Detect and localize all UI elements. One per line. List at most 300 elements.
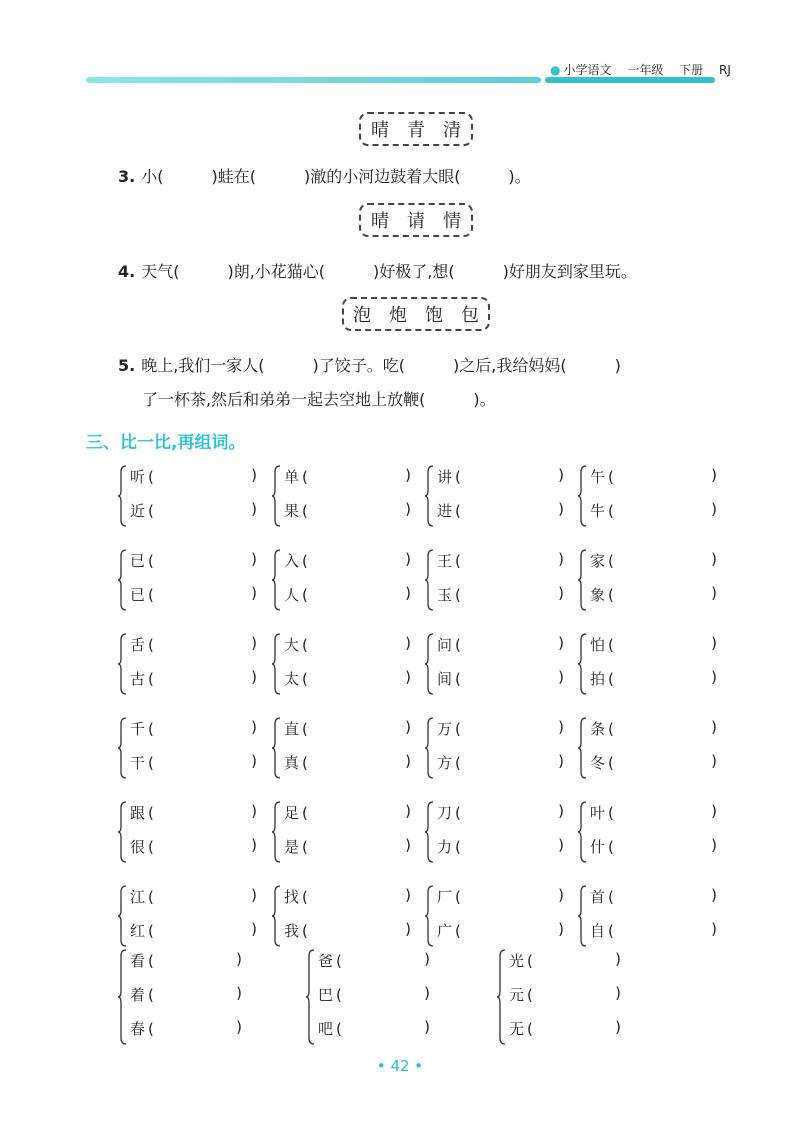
word-row (130, 920, 265, 941)
answer-blank-close: ) (251, 634, 257, 652)
answer-blank-open[interactable]: ( (302, 804, 308, 822)
compare-char: 果 (284, 502, 300, 520)
word-row (130, 752, 265, 773)
answer-blank-open[interactable]: ( (302, 720, 308, 738)
answer-blank-close: ) (236, 950, 242, 968)
word-options-box (359, 112, 473, 146)
brace-icon (578, 884, 588, 948)
word-row (437, 634, 572, 655)
answer-blank-open[interactable]: ( (608, 888, 614, 906)
compare-char: 入 (284, 552, 300, 570)
brace-icon (118, 884, 128, 948)
compare-char: 太 (284, 670, 300, 688)
brace-icon (425, 548, 435, 612)
answer-blank-open[interactable]: ( (148, 986, 154, 1004)
question-number: 5. (118, 356, 136, 375)
answer-blank-close: ) (424, 984, 430, 1002)
compare-char: 足 (284, 804, 300, 822)
option-char: 情 (443, 211, 461, 232)
compare-pair (118, 884, 268, 952)
word-row (130, 836, 265, 857)
word-row (509, 950, 629, 971)
answer-blank-open[interactable]: ( (336, 986, 342, 1004)
word-row (284, 584, 419, 605)
answer-blank-close: ) (405, 500, 411, 518)
brace-icon (497, 948, 507, 1046)
answer-blank-open[interactable]: ( (148, 804, 154, 822)
brace-icon (272, 716, 282, 780)
brace-icon (118, 632, 128, 696)
page-number: • 42 • (376, 1057, 424, 1075)
answer-blank-open[interactable]: ( (336, 1020, 342, 1038)
word-row (284, 920, 419, 941)
option-char: 炮 (389, 305, 407, 326)
answer-blank-close: ) (251, 584, 257, 602)
answer-blank-close: ) (405, 802, 411, 820)
answer-blank-close: ) (711, 634, 717, 652)
answer-blank-open[interactable]: ( (527, 952, 533, 970)
section-title: 三、比一比,再组词。 (86, 433, 246, 453)
word-row (284, 752, 419, 773)
answer-blank-open[interactable]: ( (608, 552, 614, 570)
compare-char: 家 (590, 552, 606, 570)
word-row (509, 1018, 629, 1039)
compare-char: 厂 (437, 888, 453, 906)
answer-blank-open[interactable]: ( (455, 922, 461, 940)
answer-blank-close: ) (711, 584, 717, 602)
answer-blank-open[interactable]: ( (527, 986, 533, 1004)
question-line (118, 259, 637, 282)
compare-char: 很 (130, 838, 146, 856)
compare-char: 着 (130, 986, 146, 1004)
compare-pair (118, 548, 268, 616)
option-char: 青 (407, 120, 425, 141)
compare-char: 方 (437, 754, 453, 772)
answer-blank-open[interactable]: ( (148, 922, 154, 940)
compare-char: 我 (284, 922, 300, 940)
compare-triple (306, 948, 456, 1048)
answer-blank-close: ) (711, 802, 717, 820)
answer-blank-close: ) (236, 984, 242, 1002)
compare-char: 看 (130, 952, 146, 970)
answer-blank-close: ) (558, 466, 564, 484)
compare-char: 千 (130, 720, 146, 738)
word-row (284, 836, 419, 857)
word-row (437, 668, 572, 689)
compare-pair (578, 716, 728, 784)
compare-char: 力 (437, 838, 453, 856)
answer-blank-close: ) (405, 466, 411, 484)
brace-icon (272, 800, 282, 864)
running-header (550, 61, 731, 78)
answer-blank-close: ) (711, 718, 717, 736)
answer-blank-open[interactable]: ( (608, 804, 614, 822)
word-row (130, 466, 265, 487)
answer-blank-close: ) (615, 984, 621, 1002)
compare-char: 拍 (590, 670, 606, 688)
compare-pair (578, 632, 728, 700)
answer-blank-open[interactable]: ( (302, 888, 308, 906)
compare-pair (118, 800, 268, 868)
answer-blank-open[interactable]: ( (302, 636, 308, 654)
compare-pair (425, 800, 575, 868)
compare-pair (425, 632, 575, 700)
compare-pair (578, 464, 728, 532)
compare-char: 真 (284, 754, 300, 772)
question-line-continued: 了一杯茶,然后和弟弟一起去空地上放鞭( )。 (142, 390, 496, 409)
answer-blank-open[interactable]: ( (608, 922, 614, 940)
answer-blank-open[interactable]: ( (302, 552, 308, 570)
word-row (130, 984, 250, 1005)
word-row (130, 718, 265, 739)
word-row (437, 550, 572, 571)
word-row (284, 718, 419, 739)
option-char: 包 (461, 305, 479, 326)
answer-blank-close: ) (711, 752, 717, 770)
compare-char: 什 (590, 838, 606, 856)
answer-blank-open[interactable]: ( (148, 1020, 154, 1038)
compare-char: 直 (284, 720, 300, 738)
brace-icon (425, 716, 435, 780)
compare-char: 叶 (590, 804, 606, 822)
compare-triple (497, 948, 647, 1048)
compare-char: 讲 (437, 468, 453, 486)
answer-blank-close: ) (405, 886, 411, 904)
word-row (437, 836, 572, 857)
brace-icon (118, 548, 128, 612)
answer-blank-close: ) (711, 466, 717, 484)
compare-char: 大 (284, 636, 300, 654)
word-row (130, 1018, 250, 1039)
word-row (284, 634, 419, 655)
word-options-box (342, 297, 490, 331)
answer-blank-open[interactable]: ( (148, 468, 154, 486)
compare-pair (425, 716, 575, 784)
compare-char: 玉 (437, 586, 453, 604)
option-char: 请 (407, 211, 425, 232)
answer-blank-close: ) (405, 634, 411, 652)
compare-char: 已 (130, 552, 146, 570)
compare-char: 巴 (318, 986, 334, 1004)
answer-blank-open[interactable]: ( (148, 888, 154, 906)
word-row (509, 984, 629, 1005)
word-row (590, 466, 725, 487)
question-text: 天气( )朗,小花猫心( )好极了,想( )好朋友到家里玩。 (141, 262, 637, 281)
compare-pair (425, 464, 575, 532)
compare-char: 人 (284, 586, 300, 604)
answer-blank-open[interactable]: ( (455, 636, 461, 654)
answer-blank-close: ) (558, 718, 564, 736)
compare-char: 已 (130, 586, 146, 604)
answer-blank-close: ) (405, 718, 411, 736)
word-row (130, 886, 265, 907)
compare-char: 广 (437, 922, 453, 940)
word-row (437, 802, 572, 823)
word-row (437, 718, 572, 739)
answer-blank-open[interactable]: ( (302, 670, 308, 688)
compare-pair (425, 884, 575, 952)
option-char: 泡 (353, 305, 371, 326)
brace-icon (272, 884, 282, 948)
compare-char: 怕 (590, 636, 606, 654)
answer-blank-close: ) (558, 500, 564, 518)
compare-char: 是 (284, 838, 300, 856)
word-row (284, 466, 419, 487)
compare-char: 红 (130, 922, 146, 940)
word-row (318, 1018, 438, 1039)
option-char: 饱 (425, 305, 443, 326)
compare-pair (118, 464, 268, 532)
word-row (437, 752, 572, 773)
answer-blank-close: ) (405, 920, 411, 938)
word-row (437, 584, 572, 605)
answer-blank-open[interactable]: ( (148, 636, 154, 654)
compare-pair (272, 548, 422, 616)
word-row (284, 668, 419, 689)
answer-blank-close: ) (558, 886, 564, 904)
answer-blank-open[interactable]: ( (148, 552, 154, 570)
answer-blank-close: ) (711, 836, 717, 854)
brace-icon (425, 464, 435, 528)
brace-icon (118, 464, 128, 528)
compare-char: 吧 (318, 1020, 334, 1038)
answer-blank-close: ) (405, 752, 411, 770)
bullet-icon: ● (550, 63, 561, 77)
word-row (318, 984, 438, 1005)
brace-icon (272, 464, 282, 528)
compare-pair (578, 884, 728, 952)
answer-blank-close: ) (711, 886, 717, 904)
question-number: 4. (118, 262, 136, 281)
word-row (590, 886, 725, 907)
answer-blank-open[interactable]: ( (455, 754, 461, 772)
compare-char: 跟 (130, 804, 146, 822)
compare-char: 找 (284, 888, 300, 906)
answer-blank-open[interactable]: ( (148, 502, 154, 520)
brace-icon (578, 632, 588, 696)
brace-icon (578, 464, 588, 528)
compare-char: 春 (130, 1020, 146, 1038)
compare-char: 自 (590, 922, 606, 940)
compare-char: 爸 (318, 952, 334, 970)
answer-blank-close: ) (424, 950, 430, 968)
answer-blank-close: ) (251, 752, 257, 770)
compare-pair (578, 800, 728, 868)
word-row (590, 584, 725, 605)
compare-pair (118, 632, 268, 700)
compare-pair (118, 716, 268, 784)
word-row (437, 920, 572, 941)
answer-blank-close: ) (558, 634, 564, 652)
compare-pair (272, 632, 422, 700)
compare-char: 进 (437, 502, 453, 520)
brace-icon (578, 548, 588, 612)
header-rule (86, 77, 541, 83)
compare-char: 干 (130, 754, 146, 772)
brace-icon (425, 632, 435, 696)
compare-char: 象 (590, 586, 606, 604)
answer-blank-close: ) (405, 550, 411, 568)
compare-pair (272, 884, 422, 952)
answer-blank-open[interactable]: ( (608, 468, 614, 486)
compare-char: 王 (437, 552, 453, 570)
compare-char: 听 (130, 468, 146, 486)
answer-blank-open[interactable]: ( (455, 502, 461, 520)
option-char: 清 (443, 120, 461, 141)
answer-blank-open[interactable]: ( (148, 838, 154, 856)
option-char: 晴 (371, 120, 389, 141)
header-edition: RJ (719, 63, 731, 77)
answer-blank-open[interactable]: ( (527, 1020, 533, 1038)
word-row (130, 802, 265, 823)
answer-blank-close: ) (251, 920, 257, 938)
answer-blank-close: ) (711, 500, 717, 518)
answer-blank-open[interactable]: ( (455, 804, 461, 822)
answer-blank-open[interactable]: ( (608, 670, 614, 688)
word-row (318, 950, 438, 971)
brace-icon (118, 800, 128, 864)
answer-blank-close: ) (711, 550, 717, 568)
compare-char: 午 (590, 468, 606, 486)
answer-blank-close: ) (251, 886, 257, 904)
answer-blank-close: ) (251, 550, 257, 568)
question-line (118, 353, 621, 376)
answer-blank-close: ) (711, 920, 717, 938)
word-row (130, 950, 250, 971)
compare-triple (118, 948, 268, 1048)
word-row (590, 752, 725, 773)
answer-blank-open[interactable]: ( (302, 468, 308, 486)
answer-blank-open[interactable]: ( (455, 552, 461, 570)
compare-char: 间 (437, 670, 453, 688)
word-row (590, 668, 725, 689)
answer-blank-open[interactable]: ( (608, 586, 614, 604)
answer-blank-close: ) (615, 1018, 621, 1036)
answer-blank-open[interactable]: ( (455, 468, 461, 486)
brace-icon (118, 716, 128, 780)
option-char: 晴 (371, 211, 389, 232)
brace-icon (578, 716, 588, 780)
answer-blank-open[interactable]: ( (148, 720, 154, 738)
answer-blank-close: ) (405, 836, 411, 854)
answer-blank-close: ) (236, 1018, 242, 1036)
compare-char: 万 (437, 720, 453, 738)
answer-blank-close: ) (251, 836, 257, 854)
header-volume: 下册 (679, 63, 704, 77)
compare-char: 江 (130, 888, 146, 906)
compare-char: 古 (130, 670, 146, 688)
answer-blank-close: ) (558, 584, 564, 602)
answer-blank-open[interactable]: ( (455, 720, 461, 738)
word-row (437, 466, 572, 487)
compare-char: 舌 (130, 636, 146, 654)
word-row (284, 550, 419, 571)
compare-char: 牛 (590, 502, 606, 520)
compare-char: 刀 (437, 804, 453, 822)
compare-char: 条 (590, 720, 606, 738)
header-grade: 一年级 (627, 63, 664, 77)
compare-pair (272, 464, 422, 532)
answer-blank-close: ) (558, 920, 564, 938)
word-row (130, 668, 265, 689)
answer-blank-open[interactable]: ( (608, 754, 614, 772)
word-row (590, 634, 725, 655)
word-row (590, 836, 725, 857)
brace-icon (306, 948, 316, 1046)
answer-blank-open[interactable]: ( (455, 586, 461, 604)
answer-blank-close: ) (251, 466, 257, 484)
answer-blank-close: ) (251, 500, 257, 518)
answer-blank-open[interactable]: ( (148, 952, 154, 970)
answer-blank-open[interactable]: ( (608, 720, 614, 738)
header-subject: 小学语文 (563, 63, 612, 77)
brace-icon (425, 884, 435, 948)
compare-char: 首 (590, 888, 606, 906)
word-row (590, 500, 725, 521)
compare-char: 问 (437, 636, 453, 654)
answer-blank-open[interactable]: ( (302, 922, 308, 940)
compare-char: 单 (284, 468, 300, 486)
answer-blank-close: ) (711, 668, 717, 686)
question-text: 晚上,我们一家人( )了饺子。吃( )之后,我给妈妈( ) (141, 356, 621, 375)
word-options-box (359, 203, 473, 237)
question-line (118, 164, 531, 187)
answer-blank-close: ) (558, 752, 564, 770)
answer-blank-close: ) (251, 718, 257, 736)
brace-icon (272, 632, 282, 696)
answer-blank-open[interactable]: ( (608, 636, 614, 654)
answer-blank-close: ) (558, 802, 564, 820)
compare-char: 近 (130, 502, 146, 520)
answer-blank-open[interactable]: ( (148, 586, 154, 604)
word-row (284, 886, 419, 907)
answer-blank-open[interactable]: ( (608, 838, 614, 856)
answer-blank-open[interactable]: ( (302, 586, 308, 604)
word-row (284, 802, 419, 823)
compare-char: 冬 (590, 754, 606, 772)
brace-icon (578, 800, 588, 864)
answer-blank-close: ) (424, 1018, 430, 1036)
question-text: 小( )蛙在( )澈的小河边鼓着大眼( )。 (141, 167, 531, 186)
brace-icon (272, 548, 282, 612)
compare-char: 元 (509, 986, 525, 1004)
brace-icon (118, 948, 128, 1046)
word-row (437, 500, 572, 521)
answer-blank-close: ) (558, 668, 564, 686)
answer-blank-open[interactable]: ( (336, 952, 342, 970)
answer-blank-open[interactable]: ( (302, 502, 308, 520)
word-row (590, 550, 725, 571)
answer-blank-open[interactable]: ( (148, 754, 154, 772)
word-row (590, 920, 725, 941)
compare-pair (425, 548, 575, 616)
compare-pair (272, 716, 422, 784)
answer-blank-close: ) (405, 668, 411, 686)
compare-char: 光 (509, 952, 525, 970)
answer-blank-open[interactable]: ( (455, 670, 461, 688)
brace-icon (425, 800, 435, 864)
answer-blank-open[interactable]: ( (148, 670, 154, 688)
word-row (284, 500, 419, 521)
answer-blank-open[interactable]: ( (455, 888, 461, 906)
answer-blank-close: ) (615, 950, 621, 968)
answer-blank-open[interactable]: ( (608, 502, 614, 520)
answer-blank-open[interactable]: ( (302, 838, 308, 856)
word-row (130, 584, 265, 605)
answer-blank-open[interactable]: ( (302, 754, 308, 772)
word-row (130, 550, 265, 571)
answer-blank-open[interactable]: ( (455, 838, 461, 856)
